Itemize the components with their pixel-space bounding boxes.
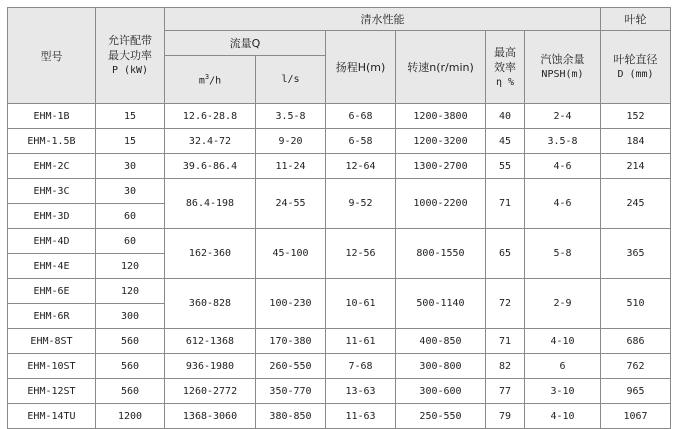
cell-head: 9-52: [326, 179, 396, 229]
cell-power: 1200: [96, 404, 165, 429]
cell-speed: 1000-2200: [396, 179, 486, 229]
cell-npsh: 4-10: [525, 329, 601, 354]
header-flow-m3h: [165, 56, 256, 104]
table-row: [8, 129, 671, 154]
table-row: [8, 229, 671, 254]
cell-npsh: 5-8: [525, 229, 601, 279]
cell-efficiency: 71: [486, 329, 525, 354]
header-flow: 流量Q: [165, 31, 326, 56]
cell-diameter: 510: [601, 279, 671, 329]
cell-head: 6-68: [326, 104, 396, 129]
cell-diameter: 686: [601, 329, 671, 354]
header-power-line1: 允许配带: [108, 34, 152, 47]
cell-model: EHM-6R: [8, 304, 96, 329]
header-dia-unit: D (mm): [617, 69, 654, 80]
cell-flow-m3h: 32.4-72: [165, 129, 256, 154]
cell-npsh: 4-10: [525, 404, 601, 429]
cell-efficiency: 72: [486, 279, 525, 329]
cell-model: EHM-1B: [8, 104, 96, 129]
cell-speed: 300-600: [396, 379, 486, 404]
cell-diameter: 762: [601, 354, 671, 379]
cell-flow-m3h: 12.6-28.8: [165, 104, 256, 129]
cell-efficiency: 77: [486, 379, 525, 404]
cell-power: 60: [96, 229, 165, 254]
cell-npsh: 2-9: [525, 279, 601, 329]
cell-model: EHM-1.5B: [8, 129, 96, 154]
table-row: [8, 329, 671, 354]
cell-speed: 1200-3200: [396, 129, 486, 154]
cell-speed: 250-550: [396, 404, 486, 429]
cell-speed: 500-1140: [396, 279, 486, 329]
header-flow-m3h-post: /h: [209, 75, 222, 87]
cell-efficiency: 79: [486, 404, 525, 429]
cell-flow-ls: 9-20: [256, 129, 326, 154]
table-row: [8, 354, 671, 379]
cell-efficiency: 45: [486, 129, 525, 154]
cell-flow-ls: 260-550: [256, 354, 326, 379]
table-row: [8, 179, 671, 204]
cell-diameter: 1067: [601, 404, 671, 429]
cell-flow-ls: 350-770: [256, 379, 326, 404]
cell-diameter: 965: [601, 379, 671, 404]
cell-speed: 1300-2700: [396, 154, 486, 179]
cell-model: EHM-14TU: [8, 404, 96, 429]
cell-power: 15: [96, 104, 165, 129]
cell-flow-ls: 11-24: [256, 154, 326, 179]
cell-diameter: 152: [601, 104, 671, 129]
cell-head: 13-63: [326, 379, 396, 404]
cell-efficiency: 65: [486, 229, 525, 279]
cell-flow-m3h: 936-1980: [165, 354, 256, 379]
header-head: 扬程H(m): [326, 31, 396, 104]
table-row: [8, 379, 671, 404]
cell-model: EHM-3C: [8, 179, 96, 204]
cell-flow-ls: 100-230: [256, 279, 326, 329]
header-npsh-unit: NPSH(m): [541, 69, 584, 80]
cell-head: 7-68: [326, 354, 396, 379]
cell-model: EHM-6E: [8, 279, 96, 304]
cell-head: 10-61: [326, 279, 396, 329]
cell-diameter: 365: [601, 229, 671, 279]
cell-flow-m3h: 1368-3060: [165, 404, 256, 429]
table-row: [8, 279, 671, 304]
cell-power: 560: [96, 354, 165, 379]
header-flow-ls: l/s: [256, 56, 326, 104]
header-impeller: 叶轮: [601, 8, 671, 31]
cell-diameter: 245: [601, 179, 671, 229]
cell-head: 11-63: [326, 404, 396, 429]
cell-flow-m3h: 39.6-86.4: [165, 154, 256, 179]
cell-flow-m3h: 360-828: [165, 279, 256, 329]
cell-model: EHM-4D: [8, 229, 96, 254]
header-power-unit: P (kW): [111, 65, 149, 76]
pump-spec-table: [7, 7, 671, 429]
table-row: [8, 104, 671, 129]
cell-efficiency: 82: [486, 354, 525, 379]
cell-flow-m3h: 162-360: [165, 229, 256, 279]
cell-npsh: 3.5-8: [525, 129, 601, 154]
cell-speed: 300-800: [396, 354, 486, 379]
cell-head: 12-56: [326, 229, 396, 279]
cell-power: 15: [96, 129, 165, 154]
cell-efficiency: 40: [486, 104, 525, 129]
cell-model: EHM-8ST: [8, 329, 96, 354]
header-flow-m3h-pre: m: [198, 75, 205, 87]
cell-diameter: 214: [601, 154, 671, 179]
cell-power: 120: [96, 254, 165, 279]
header-model: 型号: [8, 8, 96, 104]
cell-flow-m3h: 1260-2772: [165, 379, 256, 404]
cell-flow-ls: 45-100: [256, 229, 326, 279]
header-clear-water-performance: 清水性能: [165, 8, 601, 31]
cell-power: 560: [96, 379, 165, 404]
table-row: [8, 404, 671, 429]
cell-speed: 800-1550: [396, 229, 486, 279]
cell-npsh: 4-6: [525, 154, 601, 179]
cell-model: EHM-10ST: [8, 354, 96, 379]
cell-model: EHM-12ST: [8, 379, 96, 404]
cell-power: 560: [96, 329, 165, 354]
cell-npsh: 6: [525, 354, 601, 379]
cell-npsh: 4-6: [525, 179, 601, 229]
cell-efficiency: 55: [486, 154, 525, 179]
header-flow-m3h-sup: 3: [204, 72, 210, 81]
cell-flow-m3h: 612-1368: [165, 329, 256, 354]
header-npsh-title: 汽蚀余量: [540, 53, 585, 66]
header-eff-unit: η %: [495, 76, 515, 88]
header-efficiency: [486, 31, 525, 104]
header-eff-line1: 最高: [494, 45, 516, 59]
cell-speed: 400-850: [396, 329, 486, 354]
header-speed: 转速n(r/min): [396, 31, 486, 104]
cell-flow-ls: 24-55: [256, 179, 326, 229]
cell-power: 30: [96, 179, 165, 204]
cell-model: EHM-3D: [8, 204, 96, 229]
header-dia-title: 叶轮直径: [613, 53, 658, 66]
header-npsh: [525, 31, 601, 104]
header-power: [96, 8, 165, 104]
cell-efficiency: 71: [486, 179, 525, 229]
table-row: [8, 154, 671, 179]
cell-power: 30: [96, 154, 165, 179]
cell-npsh: 2-4: [525, 104, 601, 129]
cell-model: EHM-4E: [8, 254, 96, 279]
cell-flow-m3h: 86.4-198: [165, 179, 256, 229]
header-diameter: [601, 31, 671, 104]
cell-flow-ls: 3.5-8: [256, 104, 326, 129]
cell-power: 120: [96, 279, 165, 304]
cell-flow-ls: 380-850: [256, 404, 326, 429]
cell-model: EHM-2C: [8, 154, 96, 179]
cell-head: 11-61: [326, 329, 396, 354]
cell-flow-ls: 170-380: [256, 329, 326, 354]
cell-power: 60: [96, 204, 165, 229]
cell-head: 12-64: [326, 154, 396, 179]
cell-npsh: 3-10: [525, 379, 601, 404]
cell-diameter: 184: [601, 129, 671, 154]
header-eff-line2: 效率: [494, 60, 516, 74]
cell-speed: 1200-3800: [396, 104, 486, 129]
cell-head: 6-58: [326, 129, 396, 154]
header-power-line2: 最大功率: [108, 49, 152, 62]
cell-power: 300: [96, 304, 165, 329]
